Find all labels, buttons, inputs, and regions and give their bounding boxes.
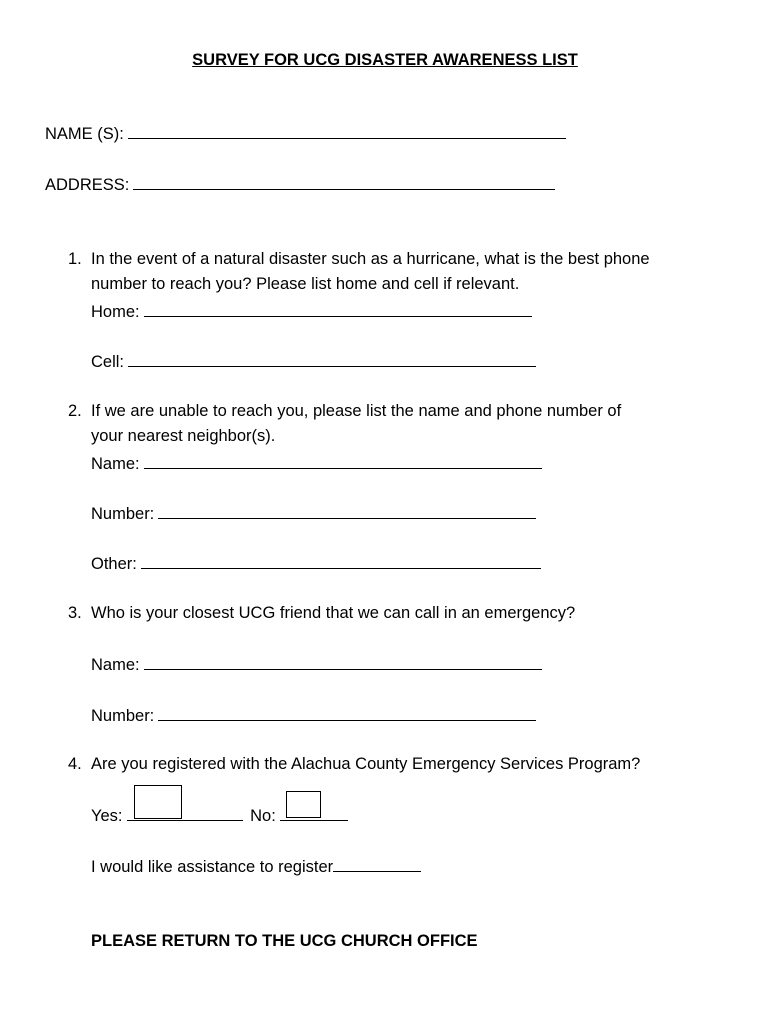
name-field-row (45, 122, 566, 144)
no-checkbox[interactable] (286, 791, 321, 818)
cell-phone-row (91, 350, 536, 372)
home-phone-row (91, 300, 532, 322)
question-1-number: 1. (68, 250, 82, 268)
neighbor-name-row (91, 452, 542, 474)
friend-name-row (91, 653, 542, 675)
question-1-line1: In the event of a natural disaster such as a hurricane, what is the best phone (91, 250, 650, 268)
friend-name-label: Name: (91, 656, 140, 674)
friend-name-input-line[interactable] (144, 653, 542, 670)
address-label: ADDRESS: (45, 176, 130, 194)
neighbor-other-row (91, 552, 541, 574)
name-input-line[interactable] (128, 122, 566, 139)
home-phone-input-line[interactable] (144, 300, 532, 317)
cell-phone-label: Cell: (91, 353, 125, 371)
return-instructions: PLEASE RETURN TO THE UCG CHURCH OFFICE (91, 932, 478, 950)
question-4-line1: Are you registered with the Alachua County Emergency Services Program? (91, 755, 641, 773)
friend-number-input-line[interactable] (158, 704, 536, 721)
yes-checkbox[interactable] (134, 785, 182, 819)
name-label: NAME (S): (45, 125, 124, 143)
friend-number-row (91, 704, 536, 726)
yes-label: Yes: (91, 807, 123, 825)
question-4-number: 4. (68, 755, 82, 773)
address-field-row (45, 173, 555, 195)
home-phone-label: Home: (91, 303, 140, 321)
question-3-line1: Who is your closest UCG friend that we can call in an emergency? (91, 604, 576, 622)
survey-title: SURVEY FOR UCG DISASTER AWARENESS LIST (192, 51, 578, 69)
neighbor-number-row (91, 502, 536, 524)
neighbor-name-label: Name: (91, 455, 140, 473)
assistance-row (91, 855, 421, 877)
assistance-input-line[interactable] (333, 855, 421, 872)
question-2-line1: If we are unable to reach you, please list the name and phone number of (91, 402, 622, 420)
no-label: No: (250, 807, 276, 825)
question-3-number: 3. (68, 604, 82, 622)
neighbor-number-label: Number: (91, 505, 155, 523)
friend-number-label: Number: (91, 707, 155, 725)
neighbor-number-input-line[interactable] (158, 502, 536, 519)
assistance-label: I would like assistance to register (91, 858, 334, 876)
neighbor-other-input-line[interactable] (141, 552, 541, 569)
question-2-number: 2. (68, 402, 82, 420)
address-input-line[interactable] (133, 173, 555, 190)
cell-phone-input-line[interactable] (128, 350, 536, 367)
neighbor-name-input-line[interactable] (144, 452, 542, 469)
question-2-line2: your nearest neighbor(s). (91, 427, 276, 445)
question-1-line2: number to reach you? Please list home and cell if relevant. (91, 275, 520, 293)
neighbor-other-label: Other: (91, 555, 137, 573)
